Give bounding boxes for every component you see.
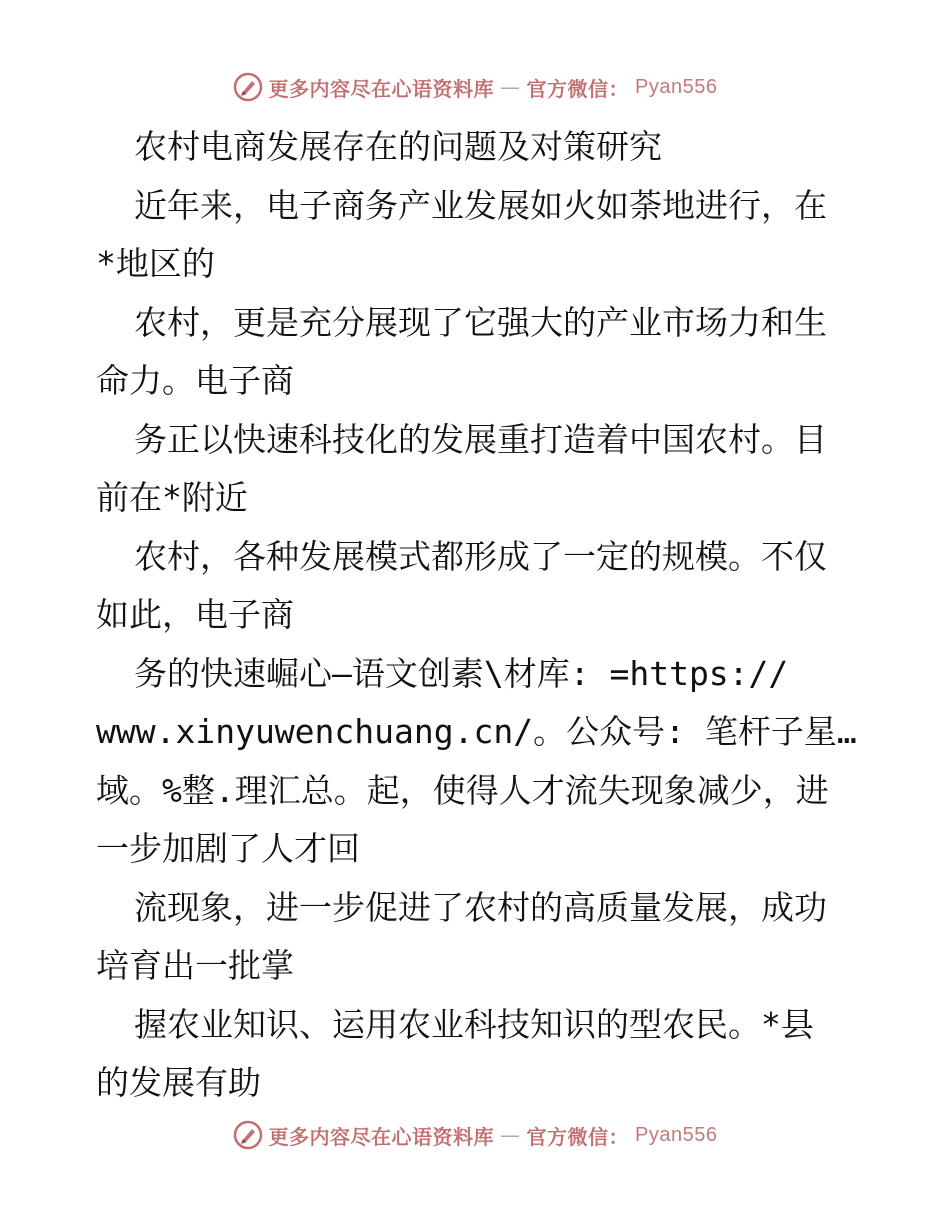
text-line: 如此，电子商	[96, 595, 294, 634]
pen-logo-icon	[233, 72, 263, 102]
document-title: 农村电商发展存在的问题及对策研究	[134, 127, 662, 166]
text-line: 务的快速崛心—语文创素\材库: =https://	[134, 653, 789, 693]
text-line: 农村，更是充分展现了它强大的产业市场力和生	[134, 302, 827, 342]
text-line: 命力。电子商	[96, 361, 294, 400]
header-watermark	[0, 72, 950, 112]
watermark-contact: 官方微信：	[526, 76, 630, 101]
watermark-banner	[233, 1120, 718, 1150]
text-line: 域。%整.理汇总。起，使得人才流失现象减少，进	[96, 770, 829, 810]
watermark-separator: —	[500, 1123, 521, 1147]
text-line: 流现象，进一步促进了农村的高质量发展，成功	[134, 887, 827, 927]
watermark-title: 更多内容尽在心语资料库	[268, 76, 495, 101]
text-line: 的发展有助	[96, 1063, 261, 1102]
text-line: 一步加剧了人才回	[96, 829, 360, 868]
text-line: 农村，各种发展模式都形成了一定的规模。不仅	[134, 536, 827, 576]
text-line: 握农业知识、运用农业科技知识的型农民。*县	[134, 1004, 814, 1044]
watermark-contact: 官方微信：	[526, 1124, 630, 1149]
text-line: 前在*附近	[96, 478, 248, 517]
text-line: www.xinyuwenchuang.cn/。公众号: 笔杆子星…	[96, 712, 857, 751]
text-line: 务正以快速科技化的发展重打造着中国农村。目	[134, 419, 827, 459]
footer-watermark	[0, 1120, 950, 1160]
text-line: *地区的	[96, 244, 215, 283]
document-body	[96, 118, 856, 1113]
watermark-banner	[233, 72, 718, 102]
watermark-wechat-id: Pyan556	[635, 1123, 718, 1146]
pen-logo-icon	[233, 1120, 263, 1150]
text-line: 培育出一批掌	[96, 946, 294, 985]
watermark-title: 更多内容尽在心语资料库	[268, 1124, 495, 1149]
text-line: 近年来，电子商务产业发展如火如荼地进行，在	[134, 185, 827, 225]
watermark-separator: —	[500, 75, 521, 99]
watermark-wechat-id: Pyan556	[635, 75, 718, 98]
